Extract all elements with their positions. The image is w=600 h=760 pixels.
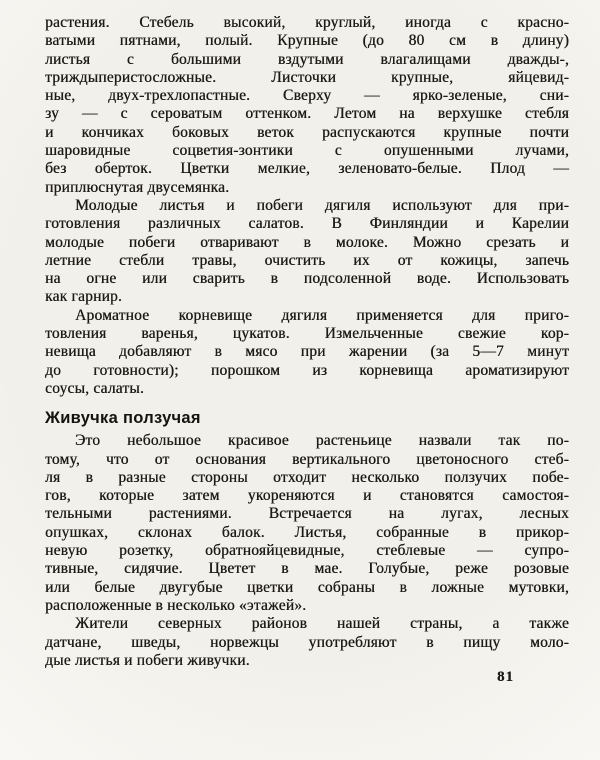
text-line: приплюснутая двусемянка. bbox=[45, 178, 230, 196]
paragraph bbox=[45, 197, 569, 307]
text-line: растения. Стебель высокий, круглый, иногда с красно- bbox=[45, 14, 569, 31]
text-line: ватыми пятнами, полый. Крупные (до 80 см в длину) bbox=[45, 32, 569, 50]
paragraph bbox=[45, 432, 569, 615]
text-line: ные, двух-трехлопастные. Сверху — ярко-зеленые, сни- bbox=[45, 87, 569, 105]
text-line: триждыперистосложные. Листочки крупные, яйцевид- bbox=[45, 68, 569, 86]
text-line: расположенные в несколько «этажей». bbox=[45, 596, 307, 614]
section-angelica-text bbox=[45, 14, 569, 398]
text-line: тому, что от основания вертикального цветоносного стеб- bbox=[45, 450, 569, 468]
text-line: датчане, шведы, норвежцы употребляют в пищу моло- bbox=[45, 633, 569, 651]
text-line: как гарнир. bbox=[45, 288, 122, 306]
text-line: Это небольшое красивое растеньице назвали так по- bbox=[75, 432, 569, 450]
text-line: без оберток. Цветки мелкие, зеленовато-белые. Плод — bbox=[45, 160, 569, 178]
paragraph bbox=[45, 615, 569, 670]
text-line: невища добавляют в мясо при жарении (за 5—7 минут bbox=[45, 343, 569, 361]
text-line: соусы, салаты. bbox=[45, 379, 144, 397]
text-line: Ароматное корневище дягиля применяется для приго- bbox=[75, 306, 569, 324]
text-line: молодые побеги отваривают в молоке. Можно срезать и bbox=[45, 233, 569, 251]
text-line: Молодые листья и побеги дягиля используют для при- bbox=[75, 196, 569, 214]
section-heading: Живучка ползучая bbox=[45, 409, 201, 428]
text-line: товления варенья, цукатов. Измельченные свежие кор- bbox=[45, 325, 569, 343]
paragraph bbox=[45, 307, 569, 398]
text-line: до готовности); порошком из корневища ароматизируют bbox=[45, 361, 569, 379]
text-line: гов, которые затем укореняются и становятся самостоя- bbox=[45, 487, 569, 505]
text-line: тельными растениями. Встречается на лугах, лесных bbox=[45, 505, 569, 523]
text-line: опушках, склонах балок. Листья, собранные в прикор- bbox=[45, 523, 569, 541]
text-line: невую розетку, обратнояйцевидные, стеблевые — супро- bbox=[45, 542, 569, 560]
text-line: ля в разные стороны отходит несколько ползучих побе- bbox=[45, 468, 569, 486]
text-line: и кончиках боковых веток распускаются крупные почти bbox=[45, 123, 569, 141]
paragraph bbox=[45, 14, 569, 197]
text-line: на огне или сварить в подсоленной воде. Использовать bbox=[45, 270, 569, 288]
text-line: листья с большими вздутыми влагалищами дважды-, bbox=[45, 50, 569, 68]
page-number: 81 bbox=[497, 669, 514, 685]
text-line: летние стебли травы, очистить их от кожицы, запечь bbox=[45, 251, 569, 269]
text-line: готовления различных салатов. В Финляндии и Карелии bbox=[45, 215, 569, 233]
section-ajuga-text bbox=[45, 432, 569, 670]
text-line: Жители северных районов нашей страны, а также bbox=[75, 615, 569, 633]
text-line: или белые двугубые цветки собраны в ложные мутовки, bbox=[45, 578, 569, 596]
text-line: зу — с сероватым оттенком. Летом на верхушке стебля bbox=[45, 105, 569, 123]
text-line: дые листья и побеги живучки. bbox=[45, 651, 250, 669]
text-column bbox=[45, 14, 569, 670]
text-line: тивные, сидячие. Цветет в мае. Голубые, реже розовые bbox=[45, 560, 569, 578]
text-line: шаровидные соцветия-зонтики с опушенными лучами, bbox=[45, 142, 569, 160]
